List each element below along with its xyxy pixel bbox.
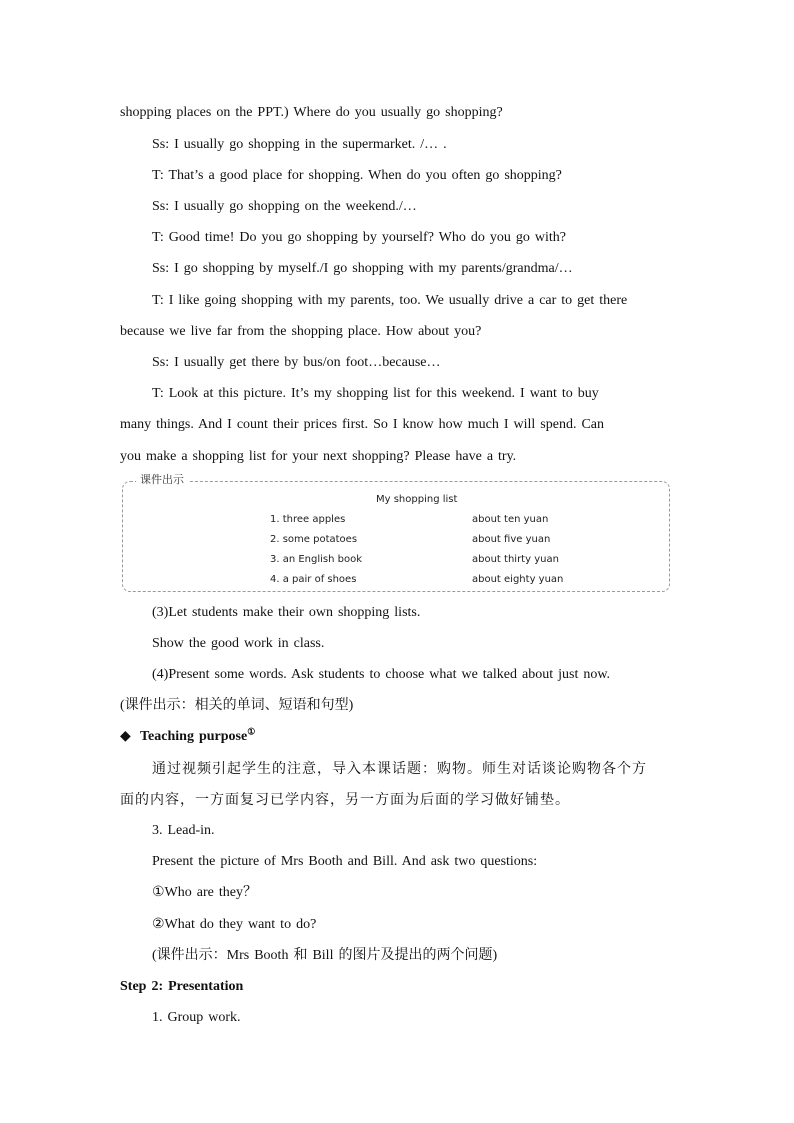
courseware-box-label: 课件出示 xyxy=(136,473,188,487)
text-line: 1. Group work. xyxy=(152,1010,241,1025)
text-line: T: I like going shopping with my parents, too. We usually drive a car to get there xyxy=(152,293,628,308)
shopping-list-item: 1. three apples xyxy=(270,514,346,525)
footnote-mark: ① xyxy=(247,726,256,737)
courseware-note: (课件出示：Mrs Booth 和 Bill 的图片及提出的两个问题) xyxy=(152,948,498,963)
text-line: Ss: I go shopping by myself./I go shopping with my parents/grandma/… xyxy=(152,261,573,276)
text-line: Show the good work in class. xyxy=(152,636,325,651)
step-heading: Step 2: Presentation xyxy=(120,979,244,994)
teaching-purpose-heading-row xyxy=(120,728,255,746)
text-line: many things. And I count their prices first. So I know how much I will spend. Can xyxy=(120,417,604,432)
shopping-list-price: about eighty yuan xyxy=(472,574,564,585)
courseware-note: (课件出示：相关的单词、短语和句型) xyxy=(120,698,354,713)
shopping-list-item: 4. a pair of shoes xyxy=(270,574,357,585)
shopping-list-title: My shopping list xyxy=(376,494,458,505)
text-line: T: Good time! Do you go shopping by yourself? Who do you go with? xyxy=(152,230,567,245)
teaching-purpose-heading: Teaching purpose xyxy=(140,729,248,744)
lead-in-heading: 3. Lead-in. xyxy=(152,823,215,838)
teaching-purpose-text: 面的内容，一方面复习已学内容，另一方面为后面的学习做好铺垫。 xyxy=(120,792,570,808)
text-line: (3)Let students make their own shopping lists. xyxy=(152,605,421,620)
question-2: ②What do they want to do? xyxy=(152,917,317,932)
shopping-list-item: 2. some potatoes xyxy=(270,534,358,545)
text-line: because we live far from the shopping place. How about you? xyxy=(120,324,482,339)
text-line: Present the picture of Mrs Booth and Bill. And ask two questions: xyxy=(152,854,538,869)
text-line: shopping places on the PPT.) Where do you usually go shopping? xyxy=(120,105,503,120)
teaching-purpose-text: 通过视频引起学生的注意，导入本课话题：购物。师生对话谈论购物各个方 xyxy=(152,761,647,777)
text-line: Ss: I usually go shopping on the weekend./… xyxy=(152,199,417,214)
question-1: ①Who are they？ xyxy=(152,885,257,900)
shopping-list-item: 3. an English book xyxy=(270,554,363,565)
diamond-icon: ◆ xyxy=(120,729,131,744)
text-line: T: Look at this picture. It’s my shopping list for this weekend. I want to buy xyxy=(152,386,599,401)
text-line: you make a shopping list for your next shopping? Please have a try. xyxy=(120,449,517,464)
text-line: Ss: I usually get there by bus/on foot…because… xyxy=(152,355,441,370)
shopping-list-price: about five yuan xyxy=(472,534,551,545)
text-line: Ss: I usually go shopping in the supermarket. /… . xyxy=(152,137,447,152)
text-line: (4)Present some words. Ask students to choose what we talked about just now. xyxy=(152,667,611,682)
shopping-list-price: about thirty yuan xyxy=(472,554,559,565)
text-line: T: That’s a good place for shopping. When do you often go shopping? xyxy=(152,168,562,183)
shopping-list-price: about ten yuan xyxy=(472,514,549,525)
